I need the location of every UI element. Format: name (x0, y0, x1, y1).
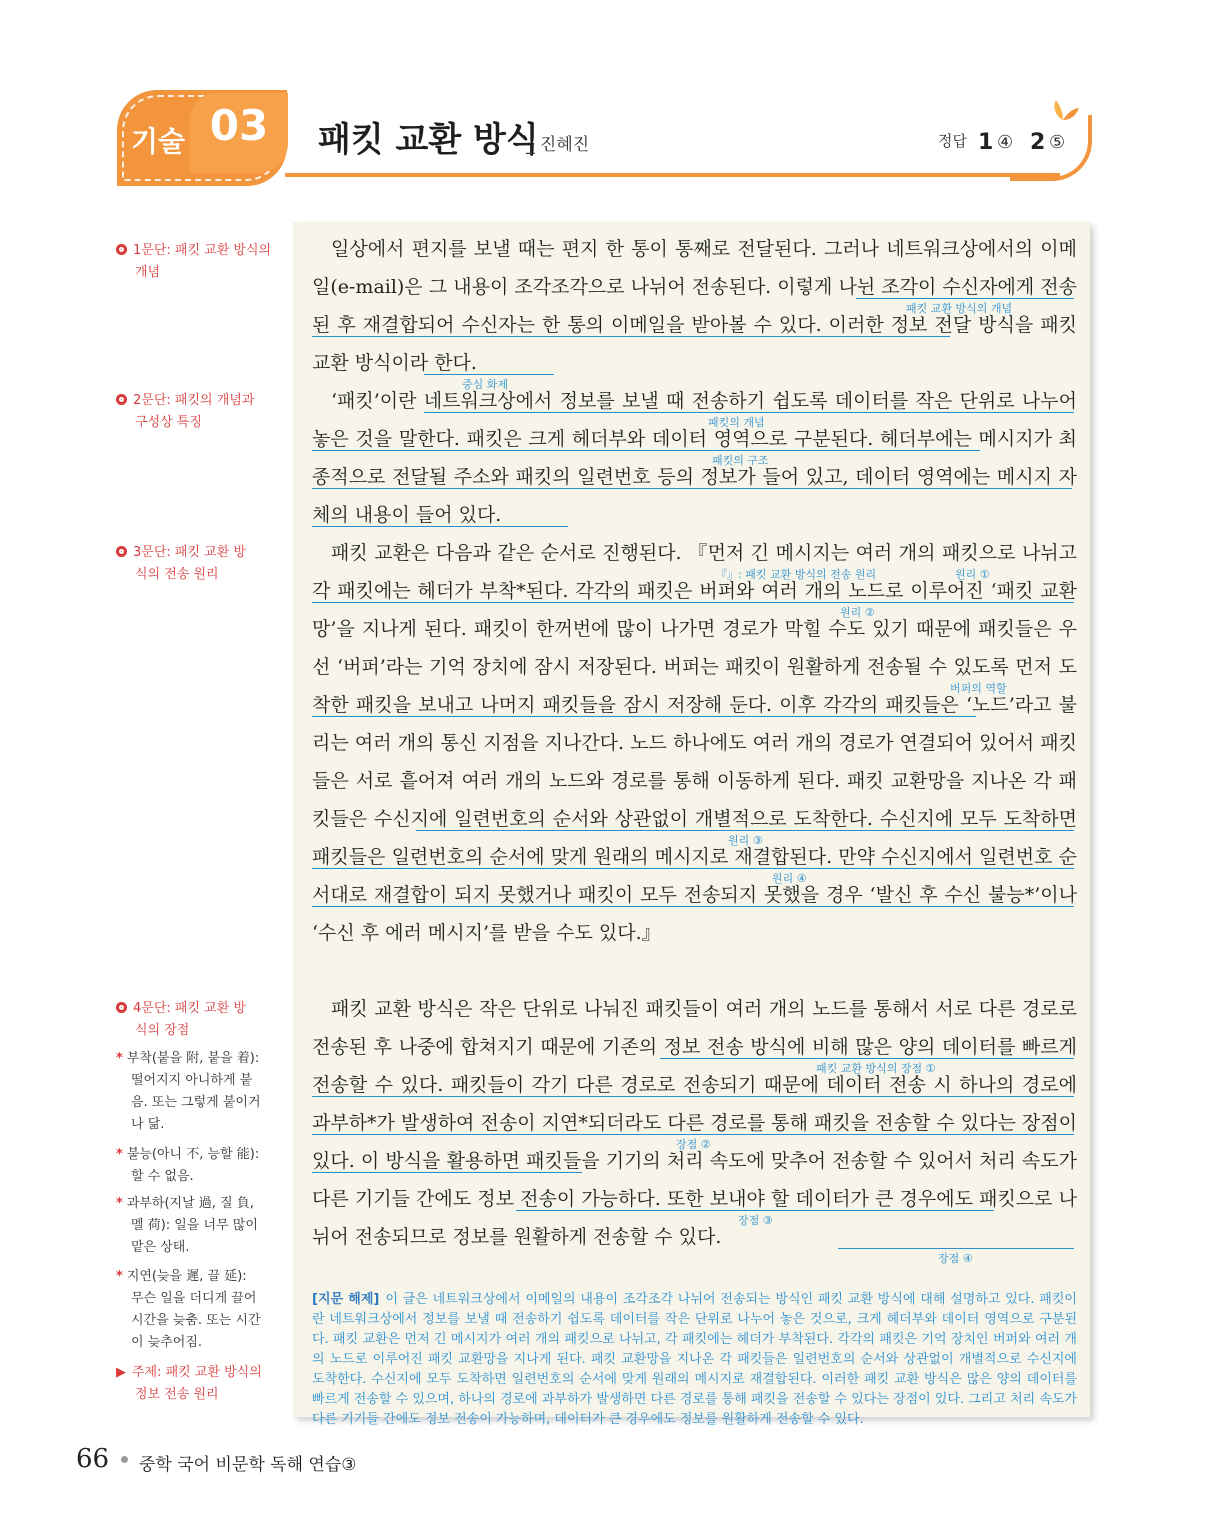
note-bullet-icon (116, 394, 127, 405)
annotation-label: 패킷 교환 방식의 개념 (906, 302, 1013, 315)
annotation-label: 장점 ③ (738, 1214, 773, 1227)
underline-mark (312, 1172, 582, 1173)
underline-mark (424, 374, 554, 375)
underline-mark (312, 716, 976, 717)
paragraph-2: ‘패킷’이란 네트워크상에서 정보를 보낼 때 전송하기 쉽도록 데이터를 작은 단위로 나누어 놓은 것을 말한다. 패킷은 크게 헤더부와 데이터 영역으로 구분된다. 헤더부에는 메시지가 최종적으로 전달될 주소와 패킷의 일련번호 등의 정보가 들어 있고, 데이터 영역에는 메시지 자체의 내용이 들어 있다. (312, 390, 1077, 526)
underline-mark (516, 1210, 994, 1211)
answer-label: 정답 (938, 132, 967, 150)
asterisk-icon: * (116, 1051, 123, 1066)
paragraph-note-4: 4문단: 패킷 교환 방 식의 장점 (116, 998, 246, 1042)
note-bullet-icon (116, 1002, 127, 1013)
underline-mark (660, 1058, 1074, 1059)
annotation-label: 패킷 교환 방식의 장점 ① (816, 1062, 936, 1075)
underline-mark (312, 906, 1074, 907)
summary-label: [지문 해제] (312, 1292, 380, 1307)
annotation-label: 패킷의 구조 (712, 454, 769, 467)
annotation-label: 버퍼의 역할 (950, 682, 1007, 695)
underline-mark (312, 336, 950, 337)
annotation-label: 중심 화제 (462, 378, 509, 391)
underline-mark (312, 450, 980, 451)
answer-2-choice: ⑤ (1049, 132, 1066, 153)
paragraph-1: 일상에서 편지를 보낼 때는 편지 한 통이 통째로 전달된다. 그러나 네트워크상에서의 이메일(e-mail)은 그 내용이 조각조각으로 나뉘어 전송된다. 이렇게 나뉜 조각이 수신자에게 전송된 후 재결합되어 수신자는 한 통의 이메일을 받아볼 수 있다. 이러한 정보 전달 방식을 패킷 교환 방식이라 한다. (312, 238, 1077, 374)
triangle-right-icon: ▶ (116, 1365, 126, 1380)
passage-summary (312, 1290, 1077, 1430)
underline-mark (856, 298, 1074, 299)
footer-bullet-icon (121, 1456, 128, 1463)
underline-mark (424, 412, 1074, 413)
asterisk-icon: * (116, 1196, 123, 1211)
answer-1-choice: ④ (997, 132, 1014, 153)
annotation-label: 장점 ② (676, 1138, 711, 1151)
paragraph-note-3: 3문단: 패킷 교환 방 식의 전송 원리 (116, 542, 246, 586)
author: _ 진혜진 (526, 135, 590, 155)
book-title: 중학 국어 비문학 독해 연습③ (139, 1455, 357, 1475)
paragraph-note-2: 2문단: 패킷의 개념과 구성상 특징 (116, 390, 254, 434)
page-number: 66 (76, 1444, 110, 1474)
underline-mark (312, 602, 1074, 603)
glossary-item-3: * 과부하(지날 過, 질 負, 멜 荷): 일을 너무 많이 맡은 상태. (116, 1196, 258, 1255)
paragraph-4: 패킷 교환 방식은 작은 단위로 나눠진 패킷들이 여러 개의 노드를 통해서 서로 다른 경로로 전송된 후 나중에 합쳐지기 때문에 기존의 정보 전송 방식에 비해 많은 양의 데이터를 빠르게 전송할 수 있다. 패킷들이 각기 다른 경로로 전송되기 때문에 데이터 전송 시 하나의 경로에 과부하*가 발생하여 전송이 지연*되더라도 다른 경로를 통해 패킷을 전송할 수 있다는 장점이 있다. 이 방식을 활용하면 패킷들을 기기의 처리 속도에 맞추어 전송할 수 있어서 처리 속도가 다른 기기들 간에도 정보 전송이 가능하다. 또한 보내야 할 데이터가 큰 경우에도 패킷으로 나뉘어 전송되므로 정보를 원활하게 전송할 수 있다. (312, 998, 1077, 1248)
underline-mark (312, 1134, 1074, 1135)
underline-mark (312, 1096, 1074, 1097)
annotation-label: 패킷의 개념 (708, 416, 765, 429)
asterisk-icon: * (116, 1269, 123, 1284)
glossary-item-2: * 불능(아니 不, 능할 能): 할 수 없음. (116, 1147, 260, 1184)
paragraph-note-1: 1문단: 패킷 교환 방식의 개념 (116, 240, 271, 284)
leaf-icon (1046, 96, 1080, 122)
underline-mark (312, 868, 1074, 869)
annotation-label: 『』: 패킷 교환 방식의 전송 원리 (716, 568, 877, 581)
summary-text: 이 글은 네트워크상에서 이메일의 내용이 조각조각 나뉘어 전송되는 방식인 패킷 교환 방식에 대해 설명하고 있다. 패킷이란 네트워크상에서 정보를 보낼 때 전송하기 쉽도록 데이터를 작은 단위로 나누어 놓은 것으로, 크게 헤더부와 데이터 영역으로 구분된다. 패킷 교환은 먼저 긴 메시지가 여러 개의 패킷으로 나뉘고, 각 패킷에는 헤더가 부착된다. 각각의 패킷은 기억 장치인 버퍼와 여러 개의 노드로 이루어진 패킷 교환망을 지나게 된다. 패킷 교환망을 지나온 각 패킷들은 일련번호의 순서와 상관없이 개별적으로 수신지에 도착한다. 수신지에 모두 도착하면 일련번호의 순서에 맞게 원래의 메시지로 재결합된다. 이러한 패킷 교환 방식은 많은 양의 데이터를 빠르게 전송할 수 있으며, 하나의 경로에 과부하가 발생하면 다른 경로를 통해 패킷을 전송할 수 있다는 장점이 있다. 그리고 처리 속도가 다른 기기들 간에도 정보 전송이 가능하며, 데이터가 큰 경우에도 정보를 원활하게 전송할 수 있다. (312, 1292, 1077, 1427)
badge-number: 03 (190, 93, 288, 173)
answer-2-number: 2 (1030, 130, 1046, 155)
note-bullet-icon (116, 244, 127, 255)
annotation-label: 원리 ③ (728, 834, 763, 847)
annotation-label: 원리 ④ (772, 872, 807, 885)
paragraph-3: 패킷 교환은 다음과 같은 순서로 진행된다. 『먼저 긴 메시지는 여러 개의 패킷으로 나뉘고 각 패킷에는 헤더가 부착*된다. 각각의 패킷은 버퍼와 여러 개의 노드로 이루어진 ‘패킷 교환망’을 지나게 된다. 패킷이 한꺼번에 많이 나가면 경로가 막힐 수도 있기 때문에 패킷들은 우선 ‘버퍼’라는 기억 장치에 잠시 저장된다. 버퍼는 패킷이 원활하게 전송될 수 있도록 먼저 도착한 패킷을 보내고 나머지 패킷들을 잠시 저장해 둔다. 이후 각각의 패킷들은 ‘노드’라고 불리는 여러 개의 통신 지점을 지나간다. 노드 하나에도 여러 개의 경로가 연결되어 있어서 패킷들은 서로 흩어져 여러 개의 노드와 경로를 통해 이동하게 된다. 패킷 교환망을 지나온 각 패킷들은 수신지에 일련번호의 순서와 상관없이 개별적으로 도착한다. 수신지에 모두 도착하면 패킷들은 일련번호의 순서에 맞게 원래의 메시지로 재결합된다. 만약 수신지에서 일련번호 순서대로 재결합이 되지 못했거나 패킷이 모두 전송되지 못했을 경우 ‘발신 후 수신 불능*’이나 ‘수신 후 에러 메시지’를 받을 수도 있다.』 (312, 542, 1077, 944)
underline-mark (416, 830, 1074, 831)
page-title: 패킷 교환 방식 (318, 120, 539, 160)
annotation-label: 원리 ② (840, 606, 875, 619)
annotation-label: 원리 ① (955, 568, 990, 581)
header-rule (285, 173, 1060, 177)
underline-mark (838, 1248, 1074, 1249)
annotation-label: 장점 ④ (938, 1252, 973, 1265)
asterisk-icon: * (116, 1147, 123, 1162)
glossary-item-1: * 부착(붙을 附, 붙을 着): 떨어지지 아니하게 붙 음. 또는 그렇게 붙이거 나 닮. (116, 1051, 261, 1132)
badge-label: 기술 (131, 125, 186, 158)
underline-mark (312, 488, 1072, 489)
glossary-item-4: * 지연(늦을 遲, 끌 延): 무슨 일을 더디게 끌어 시간을 늦춤. 또는 시간 이 늦추어짐. (116, 1269, 261, 1350)
theme-note: ▶ 주제: 패킷 교환 방식의 정보 전송 원리 (116, 1365, 262, 1402)
underline-mark (312, 526, 568, 527)
answer-1-number: 1 (978, 130, 994, 155)
note-bullet-icon (116, 546, 127, 557)
